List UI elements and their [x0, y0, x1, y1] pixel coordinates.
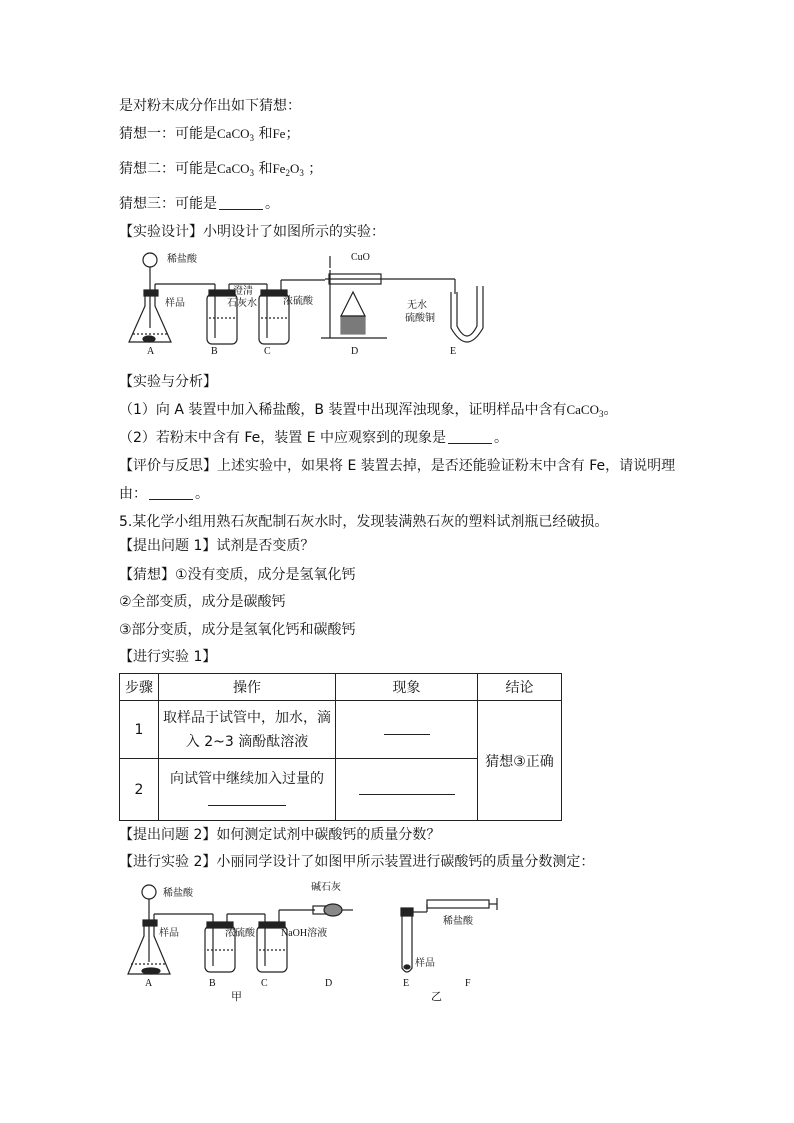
- guess-one: 猜想一：可能是CaCO$_3$ 和Fe；: [119, 126, 300, 143]
- fig1-letter-e: E: [450, 346, 457, 357]
- bottle-b2: [205, 914, 265, 972]
- fig2-label-hcl-2: 稀盐酸: [443, 916, 473, 927]
- analysis-heading: 【实验与分析】: [119, 374, 217, 390]
- guess-two-line: ②全部变质，成分是碳酸钙: [119, 594, 286, 610]
- experiment-2-heading: 【进行实验 2】小丽同学设计了如图甲所示装置进行碳酸钙的质量分数测定：: [119, 854, 595, 870]
- fig2-letter-e: E: [403, 978, 410, 989]
- answer-blank[interactable]: [219, 196, 263, 210]
- fig2-letter-f: F: [465, 978, 471, 989]
- answer-blank[interactable]: [149, 486, 193, 500]
- row2-step: 2: [120, 759, 159, 821]
- experiment-1-heading: 【进行实验 1】: [119, 649, 217, 665]
- th-operation: 操作: [159, 674, 336, 701]
- fig1-label-h2so4: 浓硫酸: [283, 296, 313, 307]
- fig2-letter-d: D: [325, 978, 333, 989]
- fig1-label-sample: 样品: [165, 298, 185, 309]
- row2-operation: 向试管中继续加入过量的: [159, 759, 336, 821]
- fig2-label-hcl: 稀盐酸: [163, 888, 193, 899]
- fig2-letter-c: C: [261, 978, 268, 989]
- heating-d: [321, 256, 455, 338]
- fig2-label-h2so4: 浓硫酸: [225, 928, 255, 939]
- th-phenomenon: 现象: [336, 674, 478, 701]
- u-tube-e: [451, 286, 483, 342]
- fig1-letter-c: C: [264, 346, 271, 357]
- row1-step: 1: [120, 701, 159, 759]
- design-heading: 【实验设计】小明设计了如图所示的实验：: [119, 224, 385, 240]
- guess-three-line: ③部分变质，成分是氢氧化钙和碳酸钙: [119, 622, 356, 638]
- fig2-label-sample: 样品: [159, 928, 179, 939]
- apparatus-figure-1: [125, 246, 485, 358]
- fig1-label-hcl: 稀盐酸: [167, 254, 197, 265]
- drying-tube-d: [313, 904, 353, 916]
- fig1-label-cuso4: 硫酸铜: [405, 313, 435, 324]
- th-step: 步骤: [120, 674, 159, 701]
- fig1-letter-b: B: [211, 346, 218, 357]
- evaluation: 【评价与反思】上述实验中，如果将 E 装置去掉，是否还能验证粉末中含有 Fe，请说明理: [119, 458, 676, 474]
- fig2-letter-b: B: [209, 978, 216, 989]
- row1-phenomenon[interactable]: [336, 701, 478, 759]
- intro-line: 是对粉末成分作出如下猜想：: [119, 98, 301, 114]
- reason-line: 由： 。: [119, 486, 209, 502]
- fig2-label-sodalime: 碱石灰: [311, 882, 341, 893]
- fig1-letter-a: A: [147, 346, 155, 357]
- fig1-label-limewater: 石灰水: [227, 298, 257, 309]
- analysis-one: （1）向 A 装置中加入稀盐酸，B 装置中出现浑浊现象，证明样品中含有CaCO$_3$。: [119, 402, 618, 419]
- ask-one: 【提出问题 1】试剂是否变质？: [119, 538, 315, 554]
- guess-heading: 【猜想】①没有变质，成分是氢氧化钙: [119, 567, 356, 583]
- fig1-letter-d: D: [351, 346, 359, 357]
- guess-two: 猜想二：可能是CaCO$_3$ 和$Fe_2O_3$ ；: [119, 161, 323, 178]
- row2-phenomenon[interactable]: [336, 759, 478, 821]
- apparatus-figure-2: [125, 878, 515, 1004]
- experiment-table: [119, 673, 562, 821]
- fig2-label-naoh: NaOH溶液: [281, 928, 328, 939]
- bottle-c: [259, 280, 325, 344]
- conclusion-cell: 猜想③正确: [478, 701, 562, 821]
- fig2-caption-yi: 乙: [431, 991, 442, 1003]
- row1-operation: 取样品于试管中，加水，滴 入 2~3 滴酚酞溶液: [159, 701, 336, 759]
- fig1-label-clear: 澄清: [233, 286, 253, 297]
- th-conclusion: 结论: [478, 674, 562, 701]
- fig2-caption-jia: 甲: [231, 991, 242, 1003]
- ask-two: 【提出问题 2】如何测定试剂中碳酸钙的质量分数？: [119, 827, 441, 843]
- fig1-label-anhydrous: 无水: [407, 300, 427, 311]
- fig2-label-sample-2: 样品: [415, 958, 435, 969]
- question-5: 5.某化学小组用熟石灰配制石灰水时，发现装满熟石灰的塑料试剂瓶已经破损。: [119, 514, 609, 530]
- bottle-c2: [257, 910, 315, 972]
- answer-blank[interactable]: [448, 430, 492, 444]
- analysis-two: （2）若粉末中含有 Fe，装置 E 中应观察到的现象是 。: [119, 430, 509, 446]
- guess-three: 猜想三：可能是 。: [119, 196, 279, 212]
- fig1-label-cuo: CuO: [351, 252, 370, 263]
- fig2-letter-a: A: [145, 978, 153, 989]
